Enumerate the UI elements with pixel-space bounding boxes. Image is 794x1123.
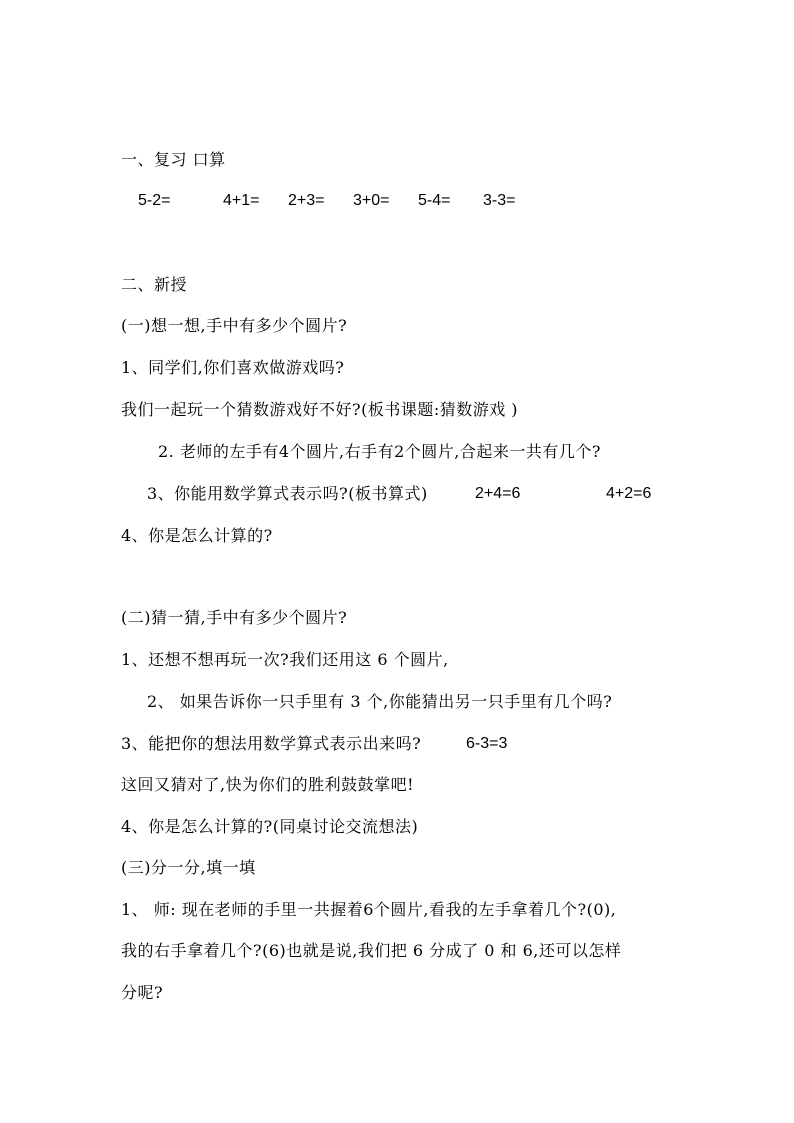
- part2-item3-equation: 6-3=3: [466, 735, 508, 752]
- part1-title: (一)想一想,手中有多少个圆片?: [121, 316, 348, 335]
- equation-2: 4+1=: [223, 192, 260, 209]
- part1-item3: 3、你能用数学算式表示吗?(板书算式): [147, 484, 428, 503]
- equation-5: 5-4=: [418, 192, 451, 209]
- part2-item1: 1、还想不想再玩一次?我们还用这 6 个圆片,: [121, 650, 449, 669]
- part1-item3-equation-1: 2+4=6: [475, 485, 521, 502]
- part1-item4: 4、你是怎么计算的?: [121, 526, 273, 545]
- part1-item1: 1、同学们,你们喜欢做游戏吗?: [121, 358, 345, 377]
- part1-item2: 2. 老师的左手有4个圆片,右手有2个圆片,合起来一共有几个?: [158, 442, 601, 461]
- part1-item3-equation-2: 4+2=6: [606, 485, 652, 502]
- part2-title: (二)猜一猜,手中有多少个圆片?: [121, 608, 348, 627]
- part2-item3b: 这回又猜对了,快为你们的胜利鼓鼓掌吧!: [121, 775, 415, 794]
- part2-item4: 4、你是怎么计算的?(同桌讨论交流想法): [121, 817, 419, 836]
- section1-heading: 一、复习 口算: [121, 150, 226, 169]
- equation-4: 3+0=: [353, 192, 390, 209]
- part3-item1-line2: 我的右手拿着几个?(6)也就是说,我们把 6 分成了 0 和 6,还可以怎样: [121, 941, 622, 960]
- part2-item3: 3、能把你的想法用数学算式表示出来吗?: [121, 734, 422, 753]
- equation-1: 5-2=: [138, 192, 171, 209]
- part3-item1-line1: 1、 师: 现在老师的手里一共握着6个圆片,看我的左手拿着几个?(0),: [121, 900, 617, 919]
- section2-heading: 二、新授: [121, 275, 188, 294]
- equation-6: 3-3=: [483, 192, 516, 209]
- part3-title: (三)分一分,填一填: [121, 858, 256, 877]
- part3-item1-line3: 分呢?: [121, 983, 164, 1002]
- equation-3: 2+3=: [288, 192, 325, 209]
- part1-item1b: 我们一起玩一个猜数游戏好不好?(板书课题:猜数游戏 ): [121, 400, 519, 419]
- part2-item2: 2、 如果告诉你一只手里有 3 个,你能猜出另一只手里有几个吗?: [147, 692, 613, 711]
